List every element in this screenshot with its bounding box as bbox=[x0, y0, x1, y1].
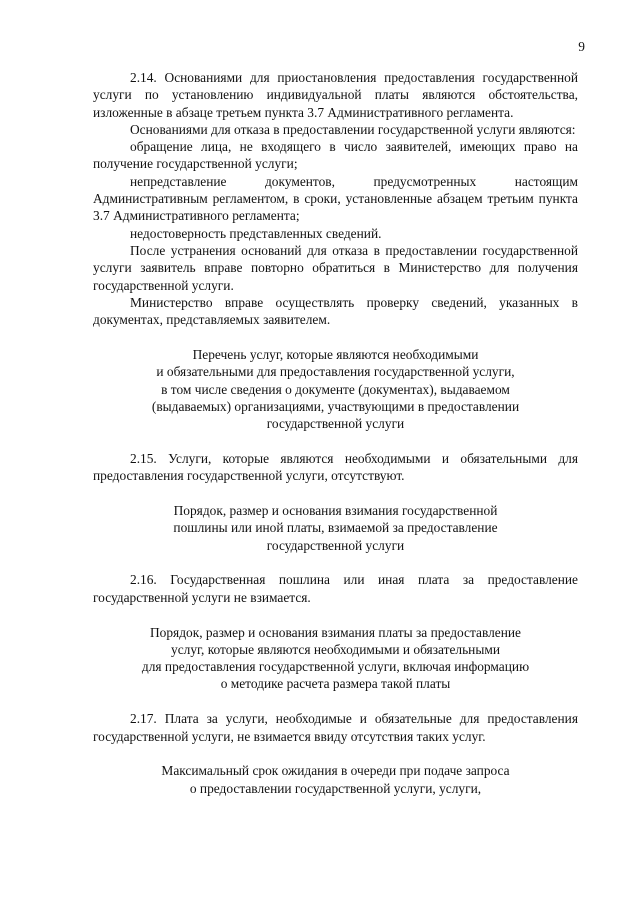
heading-service-fee bbox=[93, 624, 578, 693]
heading-required-services bbox=[93, 346, 578, 432]
heading-line: о методике расчета размера такой платы bbox=[220, 676, 451, 692]
heading-line: услуг, которые являются необходимыми и обязательными bbox=[171, 641, 500, 657]
document-body bbox=[93, 69, 578, 797]
page-number: 9 bbox=[578, 39, 585, 54]
paragraph-ministry-check: Министерство вправе осуществлять проверку сведений, указанных в документах, представляемых заявителем. bbox=[93, 294, 578, 328]
paragraph-refusal-item-1: обращение лица, не входящего в число заявителей, имеющих право на получение государственной услуги; bbox=[93, 139, 578, 172]
heading-line: в том числе сведения о документе (документах), выдаваемом bbox=[161, 381, 510, 397]
paragraph-refusal-grounds: Основаниями для отказа в предоставлении государственной услуги являются: bbox=[130, 121, 576, 137]
paragraph-2-15: 2.15. Услуги, которые являются необходимыми и обязательными для предоставления государственной услуги, отсутствуют. bbox=[93, 450, 578, 484]
heading-line: и обязательными для предоставления государственной услуги, bbox=[156, 364, 515, 380]
heading-line: государственной услуги bbox=[266, 537, 405, 553]
paragraph-refusal-item-3: недостоверность представленных сведений. bbox=[130, 225, 382, 241]
paragraph-after-removal: После устранения оснований для отказа в предоставлении государственной услуги заявитель вправе повторно обратиться в Министерство для получения государственной услуги. bbox=[93, 242, 578, 293]
heading-queue-time bbox=[93, 762, 578, 797]
paragraph-2-14: 2.14. Основаниями для приостановления предоставления государственной услуги по установлению индивидуальной платы являются обстоятельства, изложенные в абзаце третьем пункта 3.7 Административного регламента. bbox=[93, 70, 578, 120]
heading-state-duty bbox=[93, 502, 578, 554]
heading-line: для предоставления государственной услуги, включая информацию bbox=[141, 659, 530, 675]
paragraph-2-16: 2.16. Государственная пошлина или иная плата за предоставление государственной услуги не взимается. bbox=[93, 572, 578, 605]
heading-line: о предоставлении государственной услуги, услуги, bbox=[189, 780, 482, 796]
heading-line: пошлины или иной платы, взимаемой за предоставление bbox=[173, 520, 498, 536]
heading-line: (выдаваемых) организациями, участвующими в предоставлении bbox=[151, 398, 520, 414]
heading-line: Порядок, размер и основания взимания платы за предоставление bbox=[150, 624, 521, 640]
heading-line: Перечень услуг, которые являются необходимыми bbox=[192, 346, 479, 362]
paragraph-2-17: 2.17. Плата за услуги, необходимые и обязательные для предоставления государственной услуги, не взимается ввиду отсутствия таких услуг. bbox=[93, 711, 578, 744]
heading-line: государственной услуги bbox=[266, 416, 405, 432]
heading-line: Максимальный срок ожидания в очереди при подаче запроса bbox=[161, 763, 510, 779]
paragraph-refusal-item-2: непредставление документов, предусмотренных настоящим Административным регламентом, в сроки, установленные абзацем третьим пункта 3.7 Административного регламента; bbox=[93, 173, 578, 224]
heading-line: Порядок, размер и основания взимания государственной bbox=[173, 503, 498, 519]
